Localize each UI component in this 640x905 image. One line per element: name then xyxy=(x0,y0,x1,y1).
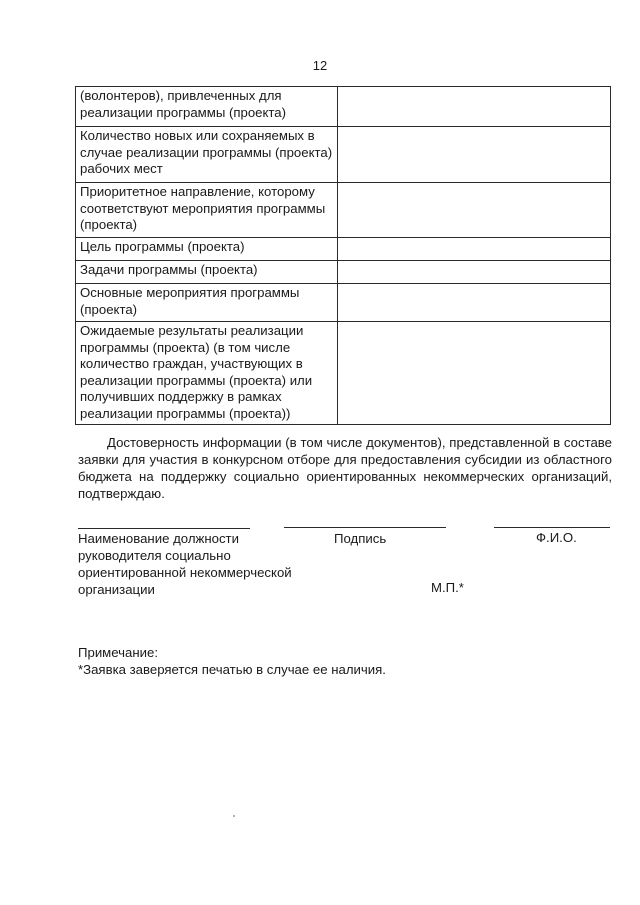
table-row xyxy=(76,127,611,183)
table-row xyxy=(76,322,611,425)
expected-results-label: Ожидаемые результаты реализации программы (проекта) (в том числе количество граждан, участвующих в реализации программы (проекта) или получивших поддержку в рамках реализации программы (проекта)) xyxy=(76,322,338,425)
note-title: Примечание: xyxy=(78,645,158,660)
scan-speck xyxy=(233,815,235,817)
application-form-table xyxy=(75,86,611,425)
table-row xyxy=(76,183,611,238)
program-goal-label: Цель программы (проекта) xyxy=(76,238,338,261)
main-activities-label: Основные мероприятия программы (проекта) xyxy=(76,284,338,322)
name-signature-line xyxy=(494,527,610,528)
table-row xyxy=(76,87,611,127)
program-goal-value[interactable] xyxy=(338,238,611,261)
signature-label: Подпись xyxy=(334,531,387,546)
priority-direction-value[interactable] xyxy=(338,183,611,238)
volunteers-value[interactable] xyxy=(338,87,611,127)
confirmation-paragraph: Достоверность информации (в том числе документов), представленной в составе заявки для участия в конкурсном отборе для предоставления субсидии из областного бюджета на поддержку социально ориентированных некоммерческих организаций, подтверждаю. xyxy=(78,435,612,501)
note-text: *Заявка заверяется печатью в случае ее наличия. xyxy=(78,662,386,677)
volunteers-label: (волонтеров), привлеченных для реализации программы (проекта) xyxy=(76,87,338,127)
priority-direction-label: Приоритетное направление, которому соответствуют мероприятия программы (проекта) xyxy=(76,183,338,238)
position-signature-line xyxy=(78,528,250,529)
expected-results-value[interactable] xyxy=(338,322,611,425)
program-tasks-value[interactable] xyxy=(338,261,611,284)
stamp-label: М.П.* xyxy=(431,580,464,595)
table-row xyxy=(76,261,611,284)
table-row xyxy=(76,238,611,261)
page-number: 12 xyxy=(312,58,328,73)
position-label: Наименование должности руководителя социально ориентированной некоммерческой организации xyxy=(78,531,292,597)
table-row xyxy=(76,284,611,322)
jobs-value[interactable] xyxy=(338,127,611,183)
program-tasks-label: Задачи программы (проекта) xyxy=(76,261,338,284)
jobs-label: Количество новых или сохраняемых в случае реализации программы (проекта) рабочих мест xyxy=(76,127,338,183)
main-activities-value[interactable] xyxy=(338,284,611,322)
full-name-label: Ф.И.О. xyxy=(536,530,577,545)
signature-line xyxy=(284,527,446,528)
